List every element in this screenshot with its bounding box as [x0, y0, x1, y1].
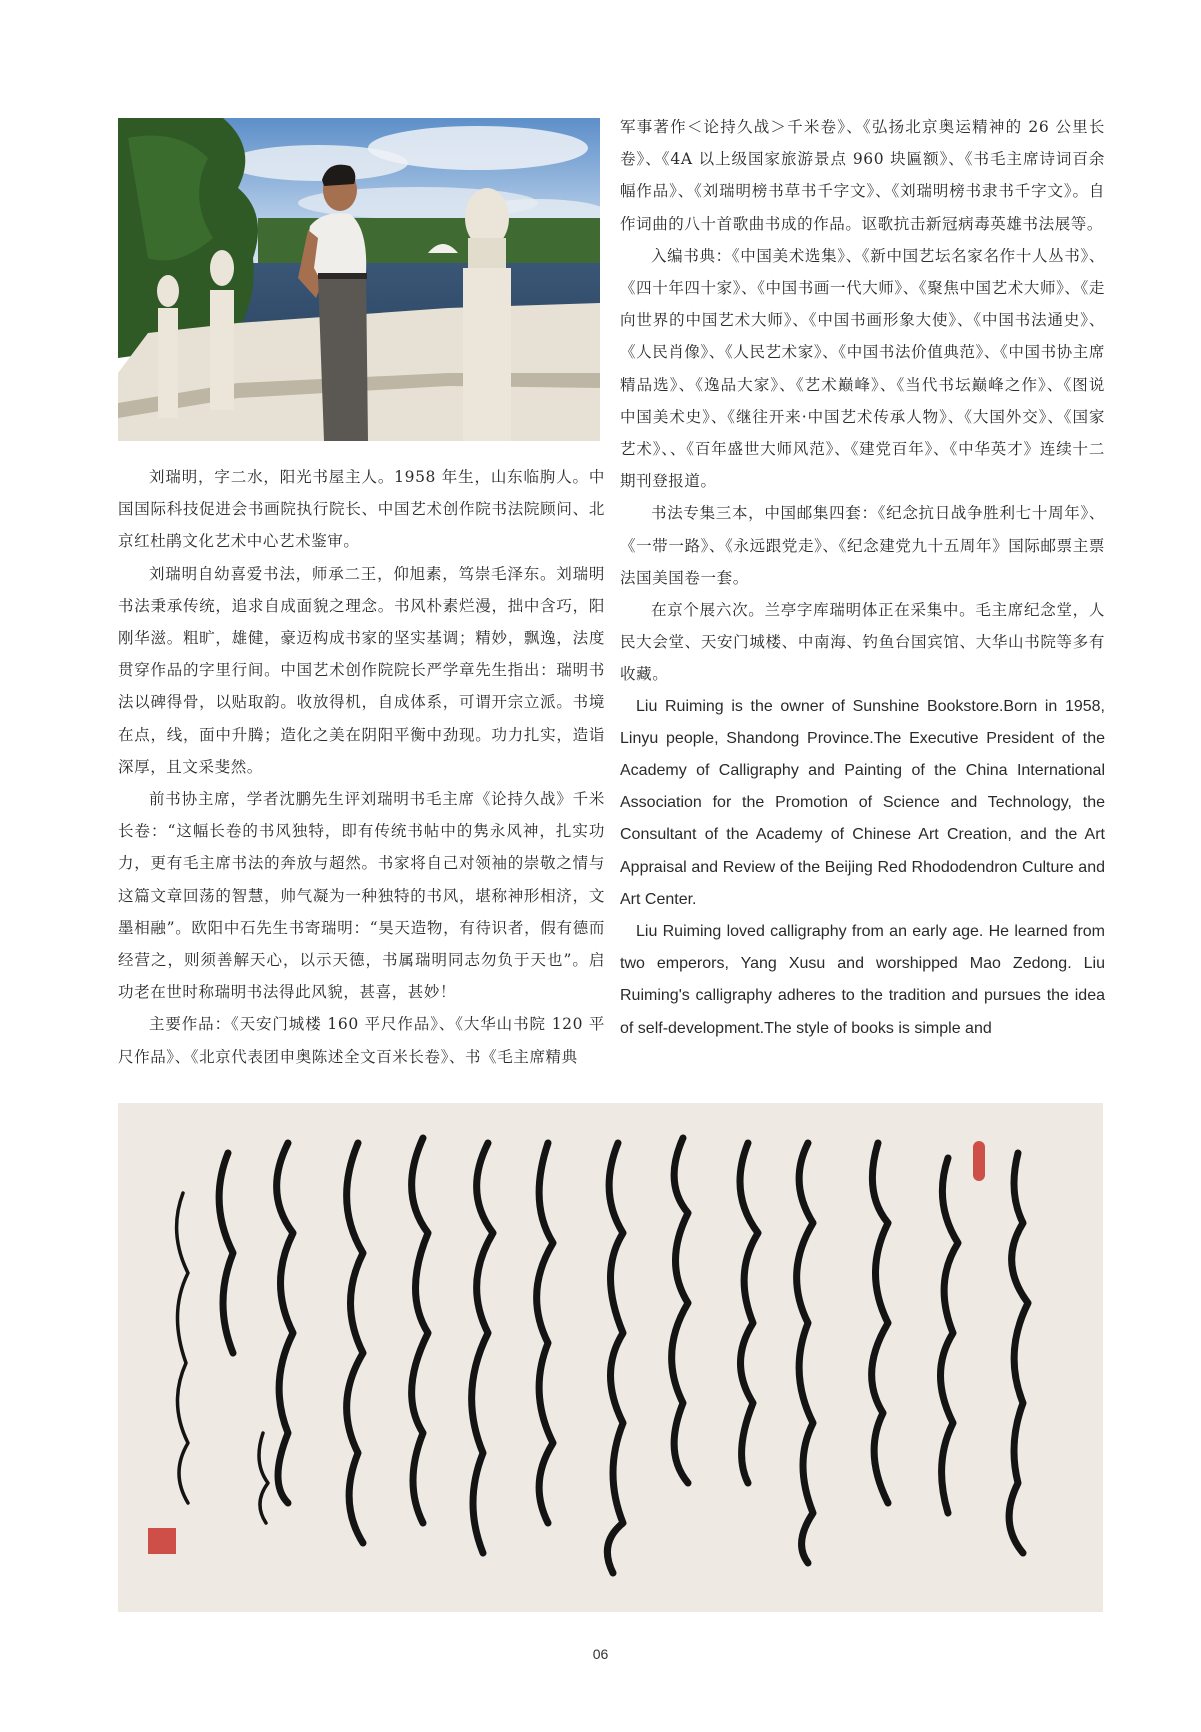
balustrade-post	[210, 290, 234, 410]
calligraphy-signature	[177, 1193, 188, 1503]
calligraphy-column	[740, 1143, 758, 1483]
balustrade-post	[463, 268, 511, 441]
post-finial-base	[468, 238, 506, 268]
bio-intro-paragraph: 刘瑞明，字二水，阳光书屋主人。1958 年生，山东临朐人。中国国际科技促进会书画院执行院长、中国艺术创作院书法院顾问、北京红杜鹃文化艺术中心艺术鉴审。	[118, 468, 605, 551]
major-works-continued-paragraph: 军事著作＜论持久战＞千米卷》、《弘扬北京奥运精神的 26 公里长卷》、《4A 以上级国家旅游景点 960 块匾额》、《书毛主席诗词百余幅作品》、《刘瑞明榜书草书千字文》、《刘瑞明榜书隶书千字文》。自作词曲的八十首歌曲书成的作品。讴歌抗击新冠病毒英雄书法展等。	[620, 118, 1105, 233]
calligraphy-inscription	[259, 1433, 268, 1523]
calligraphy-column	[277, 1143, 293, 1503]
publications-paragraph: 入编书典：《中国美术选集》、《新中国艺坛名家名作十人丛书》、《四十年四十家》、《中国书画一代大师》、《聚焦中国艺术大师》、《走向世界的中国艺术大师》、《中国书画形象大使》、《中国书法通史》、《人民肖像》、《人民艺术家》、《中国书法价值典范》、《中国书协主席精品选》、《逸品大家》、《艺术巅峰》、《当代书坛巅峰之作》、《图说中国美术史》、《继往开来·中国艺术传承人物》、《大国外交》、《国家艺术》、、《百年盛世大师风范》、《建党百年》、《中华英才》连续十二期刊登报道。	[620, 246, 1105, 491]
post-finial	[210, 250, 234, 286]
page-number: 06	[592, 1646, 609, 1662]
calligraphy-style-paragraph: 刘瑞明自幼喜爱书法，师承二王，仰旭素，笃崇毛泽东。刘瑞明书法秉承传统，追求自成面貌之理念。书风朴素烂漫，拙中含巧，阳刚华滋。粗旷，雄健，豪迈构成书家的坚实基调；精妙，飘逸，法度贯穿作品的字里行间。中国艺术创作院院长严学章先生指出：瑞明书法以碑得骨，以贴取韵。收放得机，自成体系，可谓开宗立派。书境在点，线，面中升腾；造化之美在阴阳平衡中劲现。功力扎实，造诣深厚，且文采斐然。	[118, 564, 605, 776]
artist-photo-illustration	[118, 118, 600, 441]
calligraphy-column	[412, 1138, 428, 1523]
cloud	[368, 126, 588, 170]
calligraphy-column	[347, 1143, 363, 1543]
calligraphy-column	[607, 1143, 623, 1573]
calligraphy-column	[219, 1153, 233, 1353]
balustrade-post	[158, 308, 178, 418]
calligraphy-column	[672, 1138, 688, 1483]
seal-bottom-left	[148, 1528, 176, 1554]
calligraphy-strokes	[118, 1103, 1103, 1612]
english-bio-paragraph: Liu Ruiming is the owner of Sunshine Bookstore.Born in 1958, Linyu people, Shandong Province.The Executive President of the Academy of Calligraphy and Painting of the China International Association for the Promotion of Science and Technology, the Consultant of the Academy of Chinese Art Creation, and the Art Appraisal and Review of the Beijing Red Rhododendron Culture and Art Center.	[620, 697, 1105, 908]
calligraphy-column	[1009, 1153, 1028, 1553]
calligraphy-column	[941, 1158, 959, 1513]
exhibitions-paragraph: 在京个展六次。兰亭字库瑞明体正在采集中。毛主席纪念堂，人民大会堂、天安门城楼、中南海、钓鱼台国宾馆、大华山书院等多有收藏。	[620, 601, 1105, 684]
calligraphy-column	[472, 1143, 493, 1553]
seal-top-right	[973, 1141, 985, 1181]
calligraphy-column	[537, 1143, 553, 1523]
right-text-column	[620, 111, 1105, 1045]
calligraphy-column	[872, 1143, 888, 1503]
post-finial	[157, 275, 179, 307]
english-style-paragraph: Liu Ruiming loved calligraphy from an early age. He learned from two emperors, Yang Xusu and worshipped Mao Zedong. Liu Ruiming's calligraphy adheres to the tradition and pursues the idea of self-development.The style of books is simple and	[620, 923, 1105, 1037]
artist-photo	[118, 118, 600, 441]
critics-comment-paragraph: 前书协主席，学者沈鹏先生评刘瑞明书毛主席《论持久战》千米长卷：“这幅长卷的书风独特，即有传统书帖中的隽永风神，扎实功力，更有毛主席书法的奔放与超然。书家将自己对领袖的崇敬之情与这篇文章回荡的智慧，帅气凝为一种独特的书风，堪称神形相济，文墨相融”。欧阳中石先生书寄瑞明：“昊天造物，有待识者，假有德而经营之，则须善解天心，以示天德，书属瑞明同志勿负于天也”。启功老在世时称瑞明书法得此风貌，甚喜，甚妙！	[118, 790, 605, 1002]
stamp-collections-paragraph: 书法专集三本，中国邮集四套：《纪念抗日战争胜利七十周年》、《一带一路》、《永远跟党走》、《纪念建党九十五周年》国际邮票主票法国美国卷一套。	[620, 504, 1105, 587]
major-works-paragraph: 主要作品：《天安门城楼 160 平尺作品》、《大华山书院 120 平尺作品》、《北京代表团申奥陈述全文百米长卷》、书《毛主席精典	[118, 1015, 605, 1066]
left-text-column	[118, 461, 605, 1073]
calligraphy-column	[797, 1143, 813, 1563]
calligraphy-artwork	[118, 1103, 1103, 1612]
